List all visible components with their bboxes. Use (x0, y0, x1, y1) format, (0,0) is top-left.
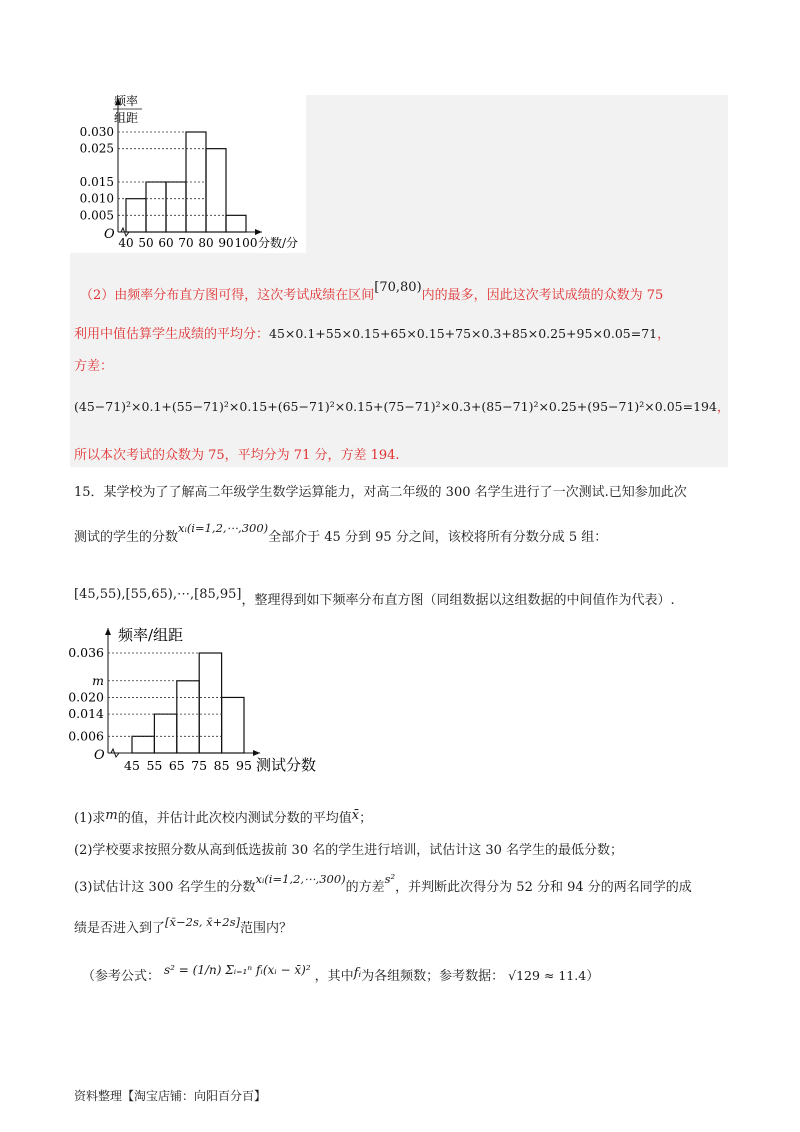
histogram-bar (166, 182, 186, 232)
x-tick-label: 70 (178, 236, 194, 250)
y-tick-label: 0.015 (79, 175, 114, 189)
problem-text-3b: ，整理得到如下频率分布直方图（同组数据以这组数据的中间值作为代表）. (241, 593, 675, 608)
q1-text-a: (1)求 (74, 811, 106, 826)
solution-line-3: 方差： (74, 359, 114, 374)
y-tick-label: 0.025 (79, 141, 114, 156)
x-axis-label: 分数/分 (258, 236, 299, 250)
x-tick-label: 40 (118, 236, 134, 250)
q3-text-e: 范围内？ (239, 921, 292, 936)
q1-text-c: ； (359, 811, 373, 826)
histogram-bar (206, 149, 226, 232)
variance-reference-formula: s² = (1/n) Σᵢ₌₁ⁿ fᵢ(xᵢ − x̄)² (164, 963, 311, 977)
histogram-bar (199, 653, 221, 753)
x-tick-label: 60 (158, 236, 174, 250)
histogram-bar (146, 182, 166, 232)
histogram-1 (60, 92, 310, 254)
y-axis-label: 频率/组距 (118, 626, 184, 644)
question-2: (2)学校要求按照分数从高到低选拔前 30 名的学生进行培训，试估计这 30 名学生的最低分数； (74, 843, 624, 858)
q3-s2: s² (384, 872, 396, 886)
x-tick-label: 65 (168, 758, 185, 773)
origin-label: O (104, 227, 115, 242)
ref-text-b: ，其中 (314, 969, 354, 984)
y-tick-label: 0.030 (79, 125, 114, 139)
solution-text-1b: 内的最多，因此这次考试成绩的众数为 75 (421, 288, 664, 303)
problem-statement-1: 15．某学校为了了解高二年级学生数学运算能力，对高二年级的 300 名学生进行了一次测试.已知参加此次 (74, 485, 687, 500)
q3-text-d: 绩是否进入到了 (74, 921, 166, 936)
q3-scores-notation: xᵢ(i=1,2,⋯,300) (255, 872, 346, 886)
solution-text-4end: ， (716, 399, 730, 414)
q3-range: [x̄−2s, x̄+2s] (165, 915, 240, 929)
y-axis-label-bottom: 组距 (114, 111, 139, 125)
solution-line-2 (74, 328, 670, 341)
q1-xbar: x̄ (351, 808, 360, 823)
q3-text-c: ，并判断此次得分为 52 分和 94 分的两名同学的成 (395, 880, 692, 895)
ref-text-c: 为各组频数；参考数据： (361, 969, 505, 984)
x-tick-label: 75 (191, 758, 208, 773)
solution-text-2end: ， (657, 327, 671, 342)
x-tick-label: 90 (218, 236, 234, 250)
y-axis-label-top: 频率 (114, 94, 139, 108)
reference-formula (82, 963, 600, 984)
y-tick-label: 0.010 (79, 191, 114, 206)
histogram-bar (226, 215, 246, 232)
x-axis-label: 测试分数 (256, 756, 317, 774)
scores-notation: xᵢ(i=1,2,⋯,300) (178, 521, 269, 535)
x-tick-label: 55 (146, 758, 163, 773)
x-axis-arrow (255, 229, 262, 235)
x-tick-label: 45 (124, 758, 140, 773)
histogram-bar (154, 714, 176, 753)
solution-text-1a: （2）由频率分布直方图可得，这次考试成绩在区间 (80, 288, 375, 303)
q1-m: m (105, 808, 118, 823)
x-tick-label: 100 (234, 236, 258, 250)
ref-text-a: （参考公式： (82, 969, 161, 984)
q1-text-b: 的值，并估计此次校内测试分数的平均值 (117, 811, 352, 826)
y-tick-label: 0.020 (68, 689, 104, 705)
histogram-2 (60, 622, 350, 794)
y-axis-arrow (105, 628, 111, 635)
ref-f: fᵢ (353, 966, 362, 981)
solution-line-4 (74, 401, 729, 414)
variance-formula: (45−71)²×0.1+(55−71)²×0.15+(65−71)²×0.15+(75−71)²×0.3+(85−71)²×0.25+(95−71)²×0.05=194 (74, 399, 717, 414)
problem-statement-2 (74, 521, 608, 545)
histogram-bar (222, 697, 244, 753)
mean-formula: 45×0.1+55×0.15+65×0.15+75×0.3+85×0.25+95×0.05=71 (269, 326, 658, 341)
ref-data: √129 ≈ 11.4 (508, 968, 587, 983)
problem-text-2a: 测试的学生的分数 (74, 530, 179, 545)
solution-line-5: 所以本次考试的众数为 75，平均分为 71 分，方差 194. (74, 448, 400, 463)
problem-statement-3 (74, 587, 675, 608)
y-tick-label: 0.014 (68, 706, 104, 722)
histogram-bar (177, 681, 199, 753)
x-tick-label: 80 (198, 236, 214, 250)
y-tick-label: 0.006 (68, 728, 104, 744)
solution-interval: [70,80) (374, 280, 422, 295)
solution-line-1 (80, 280, 664, 303)
origin-label: O (94, 748, 105, 763)
y-tick-label: 0.036 (68, 645, 104, 660)
problem-text-2b: 全部介于 45 分到 95 分之间，该校将所有分数分成 5 组： (268, 530, 608, 545)
y-tick-label: 0.005 (79, 208, 114, 223)
y-tick-label: m (92, 672, 104, 688)
question-1 (74, 808, 373, 826)
ref-text-d: ） (586, 969, 600, 984)
x-tick-label: 85 (213, 758, 230, 773)
solution-text-2a: 利用中值估算学生成绩的平均分： (74, 327, 270, 342)
groups-notation: [45,55),[55,65),⋯,[85,95] (74, 587, 242, 602)
x-tick-label: 50 (138, 236, 154, 250)
question-3-line-2 (74, 915, 292, 936)
x-tick-label: 95 (236, 758, 252, 773)
q3-text-a: (3)试估计这 300 名学生的分数 (74, 880, 256, 895)
question-3-line-1 (74, 872, 692, 895)
histogram-bar (132, 736, 154, 753)
q3-text-b: 的方差 (345, 880, 385, 895)
footer-source: 资料整理【淘宝店铺：向阳百分百】 (74, 1089, 267, 1103)
